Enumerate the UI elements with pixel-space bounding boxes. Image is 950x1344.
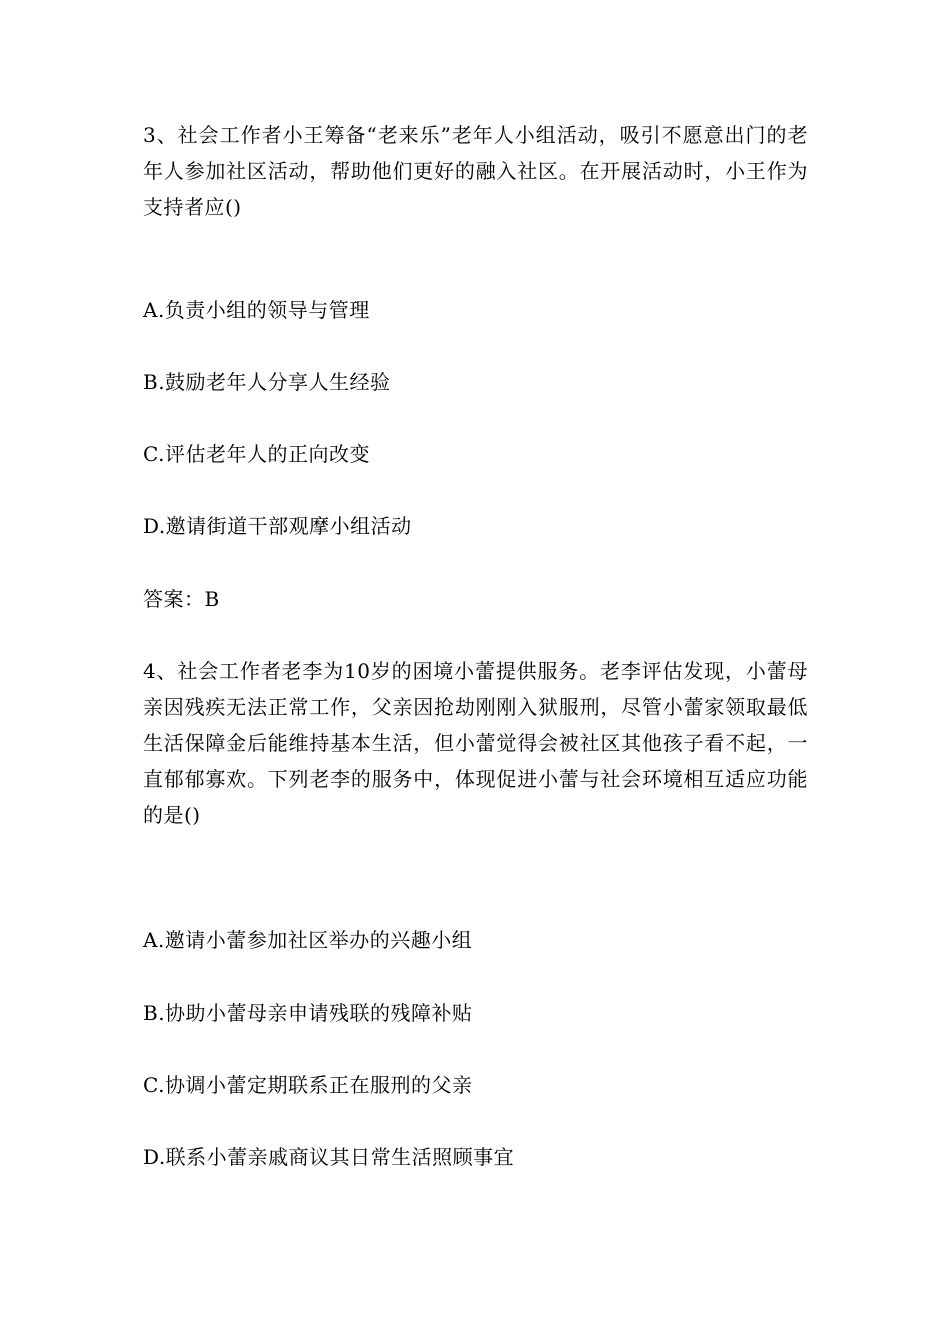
question-4-option-a: A.邀请小蕾参加社区举办的兴趣小组 xyxy=(143,928,473,952)
question-3-option-a: A.负责小组的领导与管理 xyxy=(143,298,370,322)
question-4-option-b: B.协助小蕾母亲申请残联的残障补贴 xyxy=(143,1001,473,1025)
question-4-stem: 4、社会工作者老李为10岁的困境小蕾提供服务。老李评估发现，小蕾母亲因残疾无法正常工作，父亲因抢劫刚刚入狱服刑，尽管小蕾家领取最低生活保障金后能维持基本生活，但小蕾觉得会被社区其他孩子看不起，一直郁郁寡欢。下列老李的服务中，体现促进小蕾与社会环境相互适应功能的是() xyxy=(143,659,808,827)
question-4-option-c: C.协调小蕾定期联系正在服刑的父亲 xyxy=(143,1073,473,1097)
question-3-option-c: C.评估老年人的正向改变 xyxy=(143,442,370,466)
question-3-answer: 答案：B xyxy=(143,587,220,611)
question-3-option-d: D.邀请街道干部观摩小组活动 xyxy=(143,514,412,538)
question-3-option-b: B.鼓励老年人分享人生经验 xyxy=(143,370,391,394)
question-3-stem: 3、社会工作者小王筹备“老来乐”老年人小组活动，吸引不愿意出门的老年人参加社区活动，帮助他们更好的融入社区。在开展活动时，小王作为支持者应() xyxy=(143,123,808,219)
question-4-option-d: D.联系小蕾亲戚商议其日常生活照顾事宜 xyxy=(143,1145,515,1169)
